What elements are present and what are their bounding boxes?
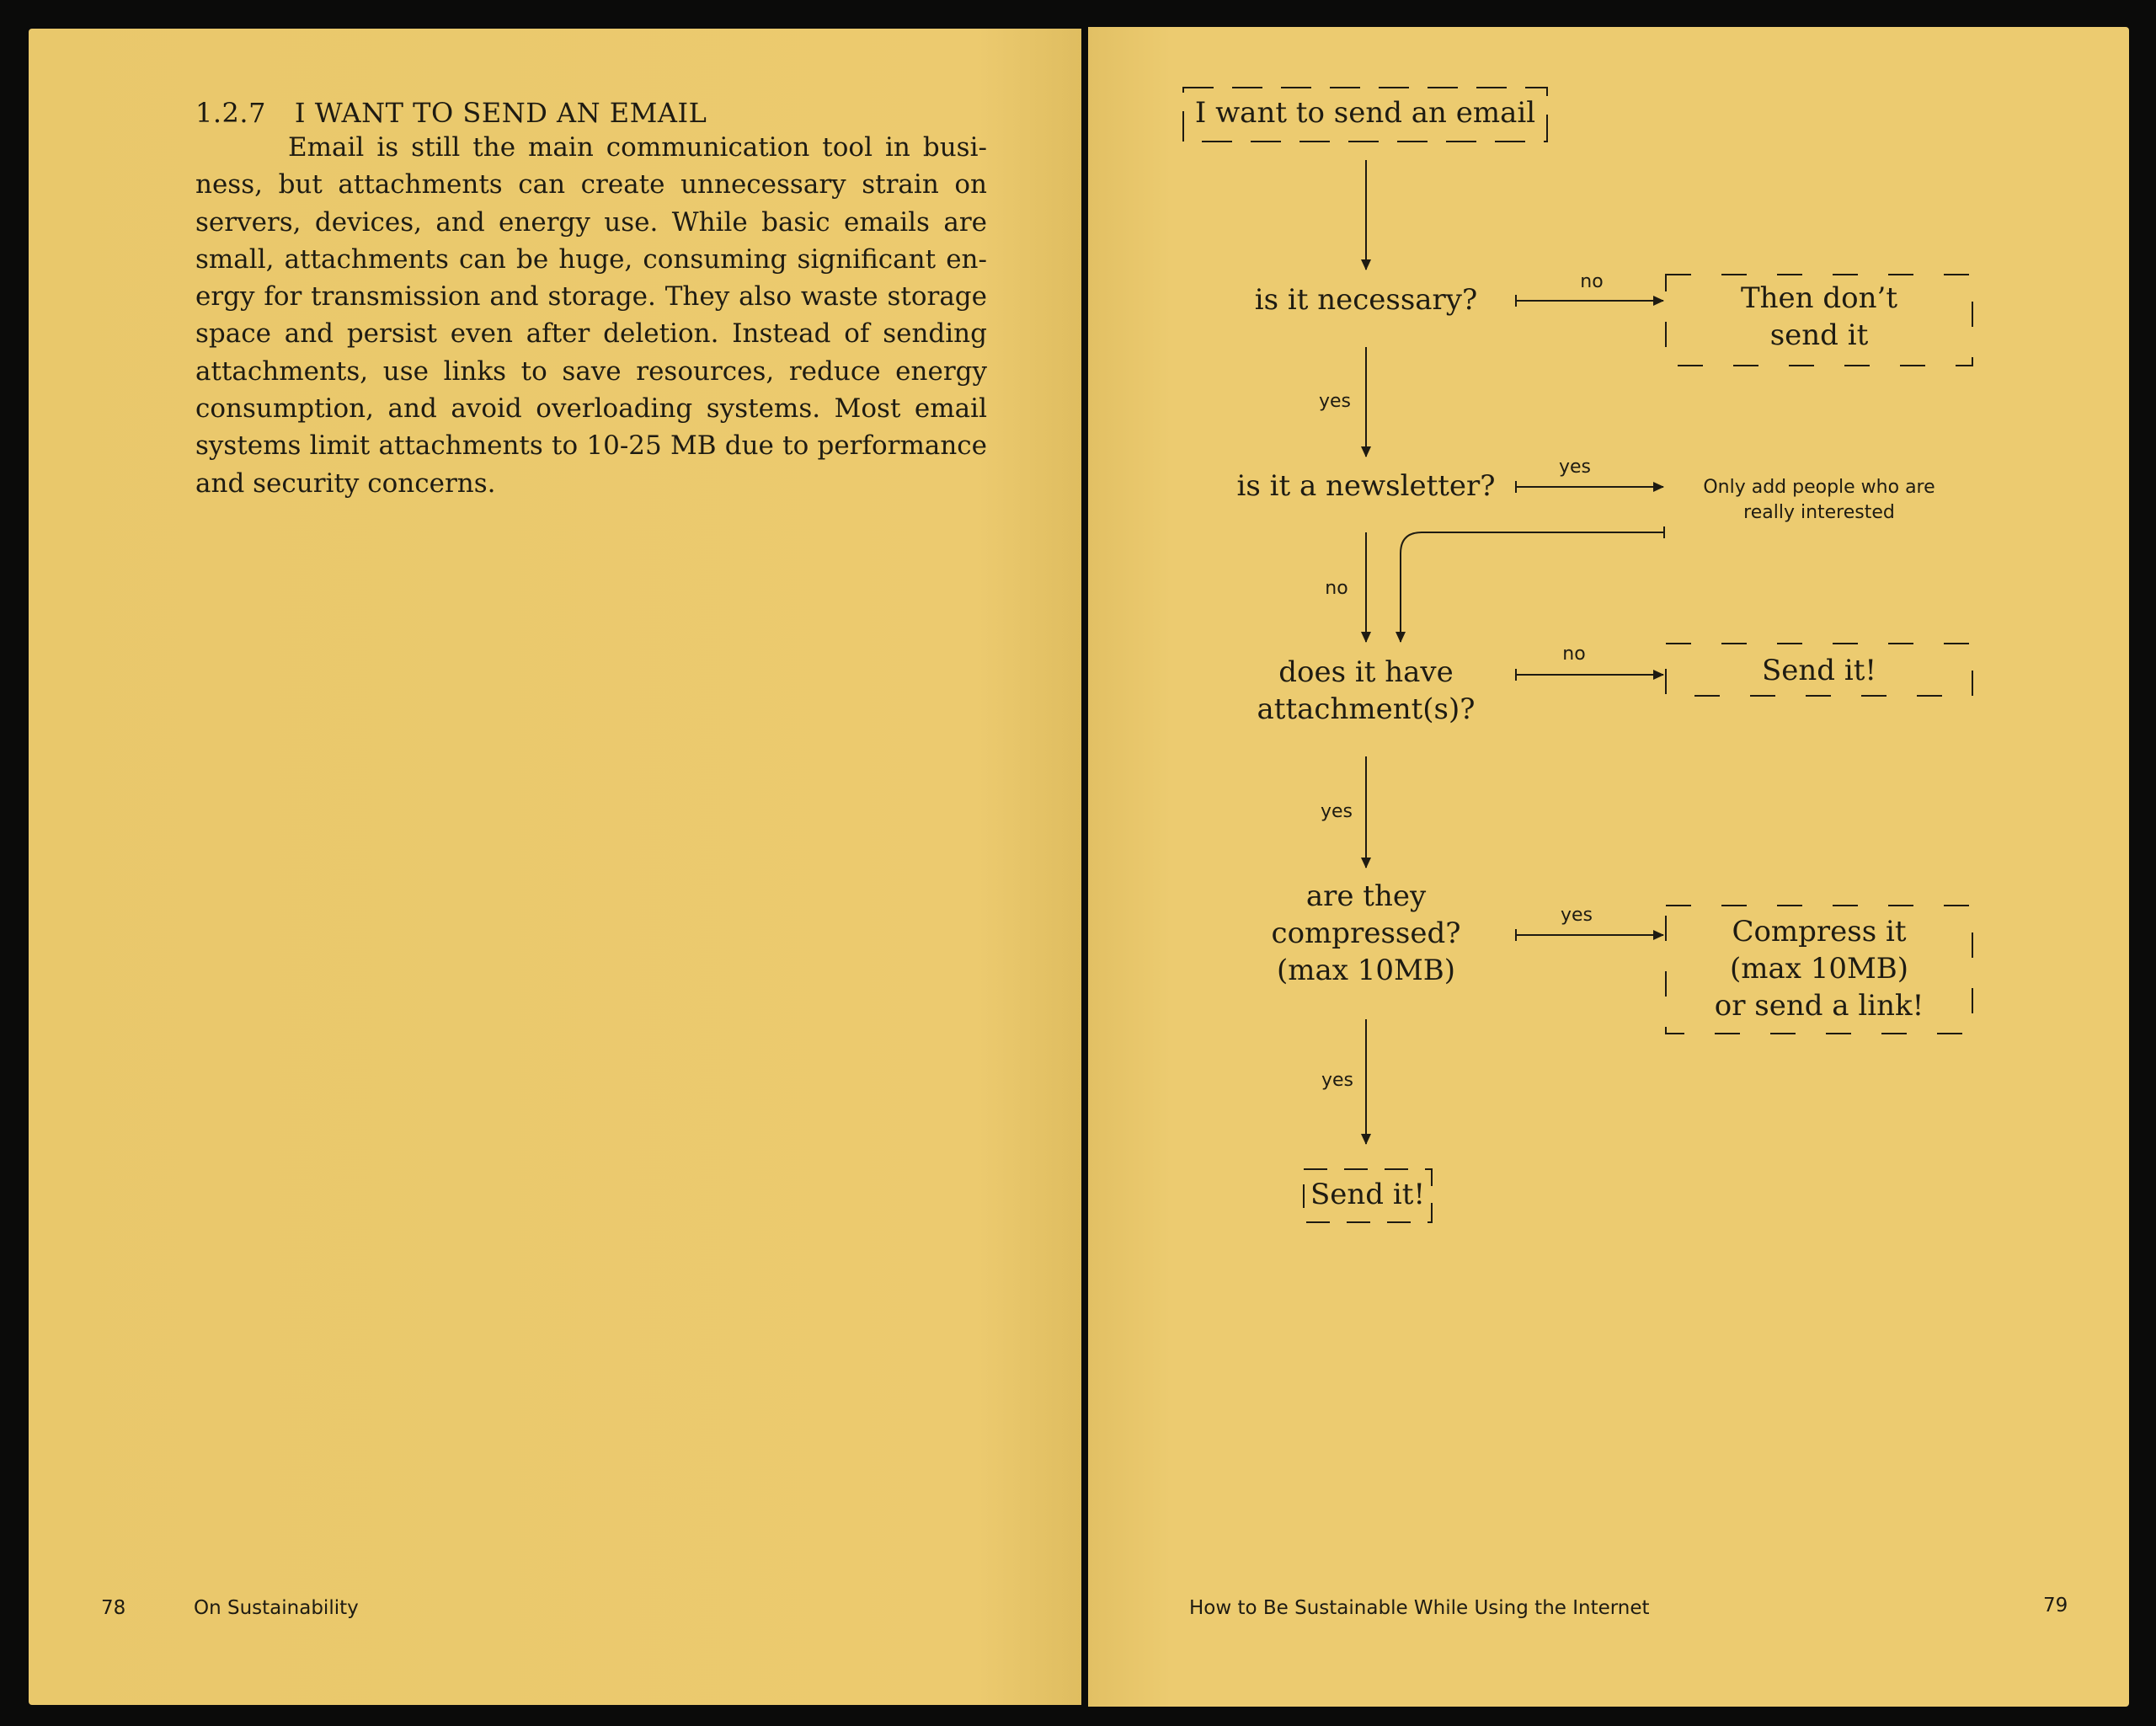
flow-outcome-dont-send: [1666, 280, 1972, 354]
flow-outcome-compress: [1666, 913, 1972, 1024]
flow-outcome-dont-send-line1: Then don’t: [1740, 281, 1897, 315]
flow-outcome-compress-line3: or send a link!: [1714, 989, 1924, 1023]
edge-label-no-3: no: [1562, 644, 1586, 665]
body-paragraph: Email is still the main communication tool in business, but attachments can create unnecessary strain on servers, devices, and energy use. While basic emails are small, attachments can be huge, consuming significant energy for transmission and storage. They also waste storage space and persist even after deletion. Instead of sending attachments, use links to save resources, reduce energy consumption, and avoid overloading systems. Most email systems limit attachments to 10-25 MB due to performance and security concerns.: [195, 132, 987, 499]
flow-start: I want to send an email: [1194, 96, 1536, 130]
flow-question-attachments-line1: does it have: [1278, 655, 1454, 689]
flow-outcome-compress-line2: (max 10MB): [1729, 952, 1909, 986]
flow-outcome-interested-line2: really interested: [1743, 502, 1895, 523]
page-number-left: 78: [101, 1597, 126, 1619]
flow-question-necessary: is it necessary?: [1254, 283, 1478, 317]
flow-outcome-interested: [1666, 475, 1972, 526]
edge-label-yes-3: yes: [1320, 801, 1353, 822]
edge-label-yes-1: yes: [1318, 391, 1352, 412]
flow-question-compressed-line2: compressed?: [1271, 916, 1461, 950]
running-head-right: How to Be Sustainable While Using the Internet: [1189, 1597, 1650, 1619]
flow-question-compressed: [1231, 878, 1501, 989]
flow-question-attachments-line2: attachment(s)?: [1257, 692, 1476, 726]
flow-question-compressed-line1: are they: [1305, 879, 1427, 913]
flow-question-compressed-line3: (max 10MB): [1276, 954, 1456, 987]
page-number-right: 79: [2043, 1595, 2068, 1616]
section-title: I WANT TO SEND AN EMAIL: [294, 97, 707, 129]
running-head-left: On Sustainability: [194, 1597, 359, 1619]
edge-label-no-2: no: [1325, 578, 1348, 599]
flow-outcome-send-2: Send it!: [1310, 1178, 1426, 1211]
flow-outcome-send-1: Send it!: [1761, 654, 1877, 687]
edge-label-yes-5: yes: [1321, 1070, 1354, 1091]
section-heading: [195, 97, 707, 129]
flow-outcome-compress-line1: Compress it: [1732, 915, 1907, 948]
flow-question-newsletter: is it a newsletter?: [1236, 469, 1496, 503]
edge-label-no-1: no: [1580, 271, 1604, 292]
edge-label-yes-4: yes: [1560, 905, 1593, 926]
edge-label-yes-2: yes: [1558, 457, 1592, 478]
section-number: 1.2.7: [195, 97, 266, 129]
flow-question-attachments: [1231, 654, 1501, 728]
flow-outcome-interested-line1: Only add people who are: [1703, 477, 1935, 498]
flow-outcome-dont-send-line2: send it: [1769, 318, 1869, 352]
